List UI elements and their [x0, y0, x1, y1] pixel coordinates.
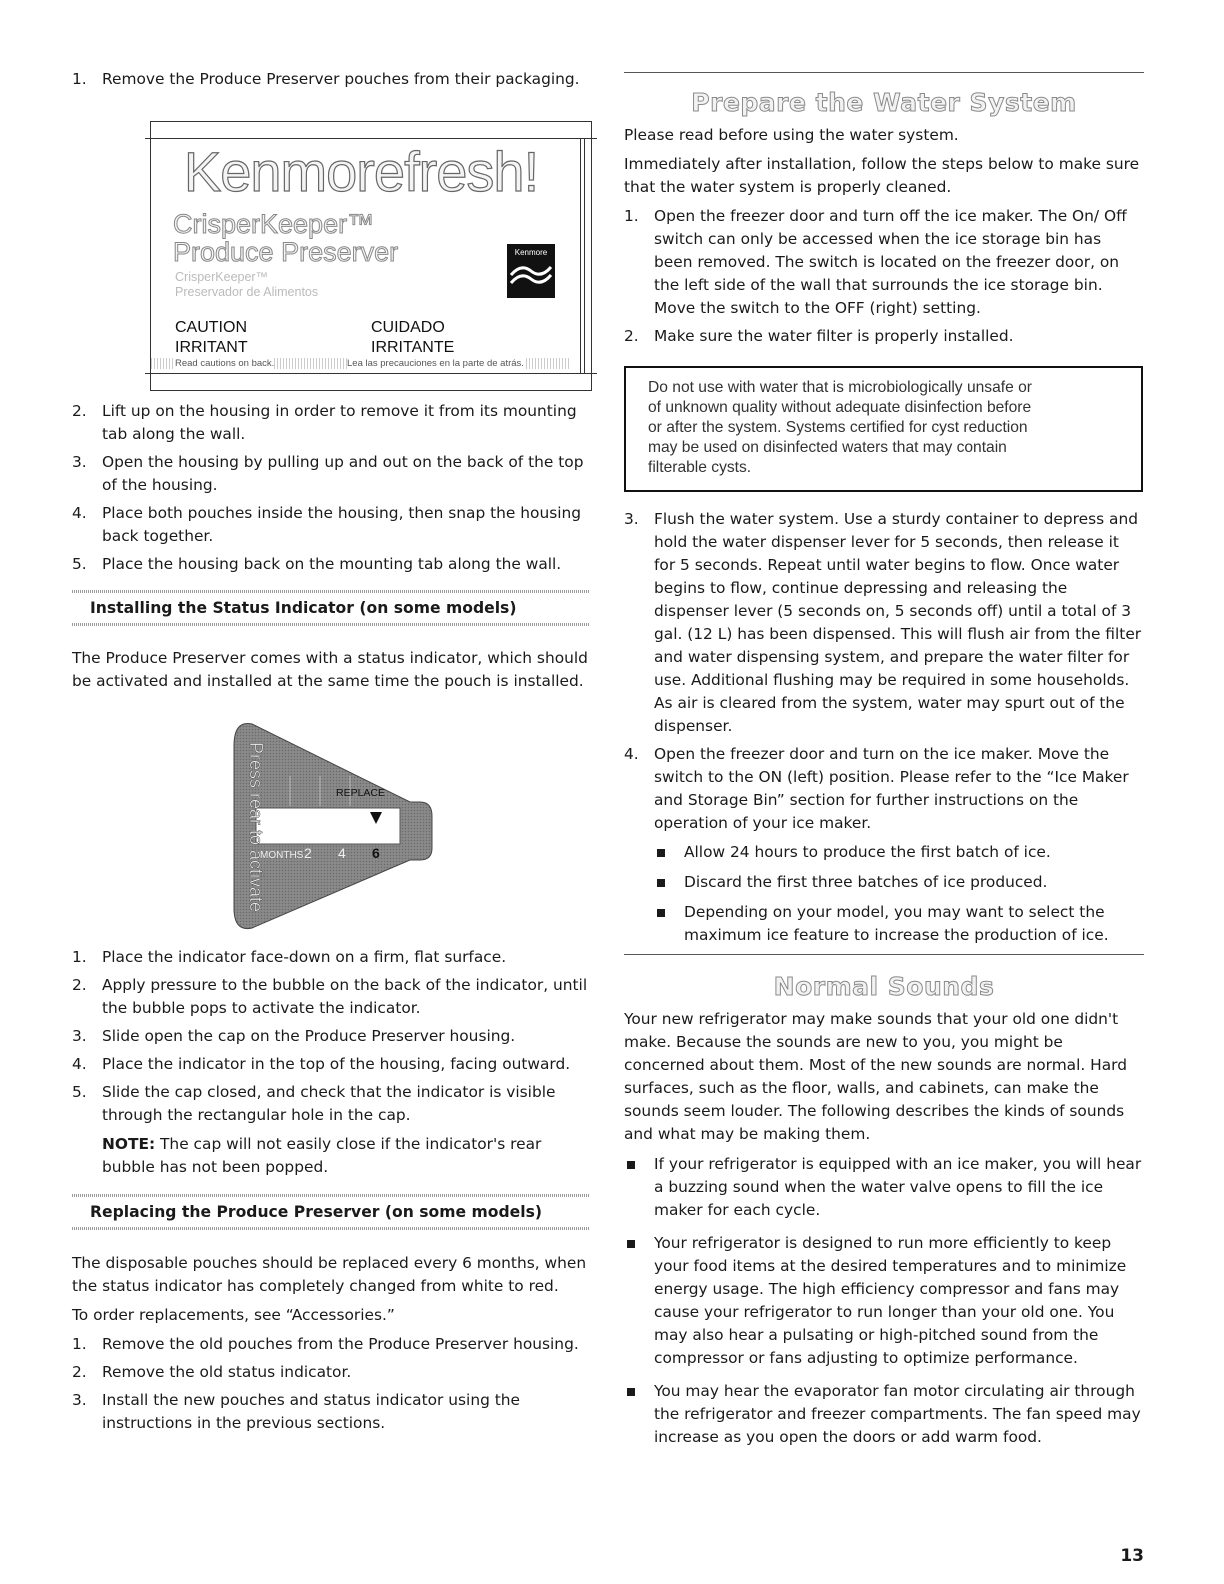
irritant-en: IRRITANT [175, 339, 248, 356]
divider [72, 1227, 590, 1230]
steps-b [72, 946, 590, 1127]
read-back-es: Lea las precauciones en la parte de atrás. [347, 358, 524, 369]
replace-paragraph-2: To order replacements, see “Accessories.” [72, 1306, 395, 1324]
water-paragraph-2: Immediately after installation, follow the steps below to make sure that the water system is properly cleaned. [624, 155, 1140, 196]
indicator-mark: 6 [372, 845, 380, 861]
page-number: 13 [1120, 1546, 1144, 1566]
read-back-en: Read cautions on back. [175, 358, 275, 369]
indicator-months-label: MONTHS [260, 850, 304, 861]
irritant-es: IRRITANTE [371, 339, 455, 356]
steps-a [72, 400, 590, 576]
kenmore-logo: Kenmore [507, 244, 555, 298]
list-item: Your refrigerator is designed to run more efficiently to keep your food items at the desired temperatures and to minimize energy usage. The high efficiency compressor and fans may cause your refrigerator to run longer than your old one. You may also hear a pulsating or high-pitched sound from the compressor or fans adjusting to optimize performance. [624, 1232, 1144, 1370]
status-indicator-heading: Installing the Status Indicator (on some models) [90, 599, 517, 617]
warning-line: may be used on disinfected waters that may contain [648, 439, 1007, 456]
replacing-heading: Replacing the Produce Preserver (on some models) [90, 1203, 542, 1221]
status-indicator-image [230, 716, 450, 936]
normal-sounds-heading: Normal Sounds [773, 972, 995, 1001]
water-steps-a [624, 205, 1144, 348]
list-item: 3. Slide open the cap on the Produce Preserver housing. [72, 1027, 516, 1045]
warning-line: of unknown quality without adequate disinfection before [648, 399, 1032, 416]
list-item: Depending on your model, you may want to select the maximum ice feature to increase the production of ice. [654, 901, 1144, 947]
list-item: 5. Slide the cap closed, and check that the indicator is visible through the rectangular hole in the cap. [72, 1083, 556, 1124]
list-item: 4. Place the indicator in the top of the housing, facing outward. [72, 1055, 571, 1073]
kenmore-logo-mark-icon [507, 257, 555, 287]
brand-fresh: fresh! [404, 140, 539, 203]
product-line-1: CrisperKeeper™ [173, 209, 375, 239]
divider [72, 623, 590, 626]
replace-paragraph-1: The disposable pouches should be replaced every 6 months, when the status indicator has completely changed from white to red. [72, 1254, 587, 1295]
warning-line: filterable cysts. [648, 459, 752, 476]
divider [624, 954, 1144, 955]
sounds-paragraph: Your new refrigerator may make sounds that your old one didn't make. Because the sounds are new to you, you might be concerned about them. Most of the new sounds are normal. Hard surfaces, such as the floor, walls, and cabinets, can make the sounds seem louder. The following describes the kinds of sounds and what may be making them. [624, 1010, 1128, 1143]
list-item: 2. Lift up on the housing in order to remove it from its mounting tab along the wall. [72, 402, 577, 443]
list-item: 2. Apply pressure to the bubble on the back of the indicator, until the bubble pops to activate the indicator. [72, 976, 588, 1017]
list-item: You may hear the evaporator fan motor circulating air through the refrigerator and freezer compartments. The fan speed may increase as you open the doors or add warm food. [624, 1380, 1144, 1449]
warning-line: or after the system. Systems certified for cyst reduction [648, 419, 1028, 436]
list-item: 2. Remove the old status indicator. [72, 1363, 352, 1381]
list-item: 4. Place both pouches inside the housing, then snap the housing back together. [72, 504, 582, 545]
list-item: Discard the first three batches of ice produced. [654, 871, 1144, 894]
product-line-2: Produce Preserver [173, 237, 399, 267]
spanish-line-2: Preservador de Alimentos [175, 285, 319, 299]
list-item: 1. Remove the Produce Preserver pouches from their packaging. [72, 70, 580, 88]
water-warning-box [624, 366, 1143, 492]
divider [624, 72, 1144, 73]
warning-line: Do not use with water that is microbiologically unsafe or [648, 379, 1032, 396]
indicator-replace-label: REPLACE [336, 787, 386, 799]
indicator-mark: 2 [304, 845, 312, 861]
list-item: 1. Remove the old pouches from the Produce Preserver housing. [72, 1335, 579, 1353]
sounds-bullets [624, 1153, 1144, 1449]
ice-bullets [624, 841, 1144, 947]
water-system-heading: Prepare the Water System [691, 88, 1077, 117]
list-item: 1. Open the freezer door and turn off the ice maker. The On/ Off switch can only be accessed when the ice storage bin has been removed. The switch is located on the freezer door, on the left side of the wall that surrounds the ice storage bin. Move the switch to the OFF (right) setting. [624, 207, 1127, 317]
list-item: 5. Place the housing back on the mounting tab along the wall. [72, 555, 562, 573]
list-item: 3. Open the housing by pulling up and out on the back of the top of the housing. [72, 453, 584, 494]
caution-en: CAUTION [175, 319, 247, 336]
list-item: Allow 24 hours to produce the first batch of ice. [654, 841, 1144, 864]
list-item: 2. Make sure the water filter is properly installed. [624, 327, 1014, 345]
produce-preserver-package-image [150, 121, 592, 391]
status-paragraph: The Produce Preserver comes with a status indicator, which should be activated and installed at the same time the pouch is installed. [72, 649, 588, 690]
water-paragraph-1: Please read before using the water system. [624, 126, 959, 144]
list-item: 1. Place the indicator face-down on a firm, flat surface. [72, 948, 507, 966]
spanish-line-1: CrisperKeeper™ [175, 270, 269, 284]
brand-kenmore: Kenmore [183, 140, 405, 203]
list-item: 3. Install the new pouches and status indicator using the instructions in the previous sections. [72, 1391, 521, 1432]
note-label: NOTE: [102, 1135, 156, 1153]
indicator-side-text: Press rear to activate [246, 742, 266, 913]
caution-es: CUIDADO [371, 319, 445, 336]
water-steps-b [624, 508, 1144, 835]
indicator-mark: 4 [338, 845, 346, 861]
list-item: 3. Flush the water system. Use a sturdy container to depress and hold the water dispenser lever for 5 seconds, then release it for 5 seconds. Repeat until water begins to flow. Once water begins to flow, continue depressing and releasing the dispenser lever (5 seconds on, 5 seconds off) until a total of 3 gal. (12 L) has been dispensed. This will flush air from the filter and water dispensing system, and prepare the water filter for use. Additional flushing may be required in some households. As air is cleared from the system, water may spurt out of the dispenser. [624, 510, 1142, 735]
note-text: The cap will not easily close if the indicator's rear bubble has not been popped. [102, 1135, 542, 1176]
note-paragraph [72, 1133, 590, 1179]
list-item: If your refrigerator is equipped with an ice maker, you will hear a buzzing sound when the water valve opens to fill the ice maker for each cycle. [624, 1153, 1144, 1222]
list-item: 4. Open the freezer door and turn on the ice maker. Move the switch to the ON (left) position. Please refer to the “Ice Maker and Storage Bin” section for further instructions on the operation of your ice maker. [624, 745, 1129, 832]
intro-steps [72, 68, 590, 91]
steps-c [72, 1333, 590, 1435]
